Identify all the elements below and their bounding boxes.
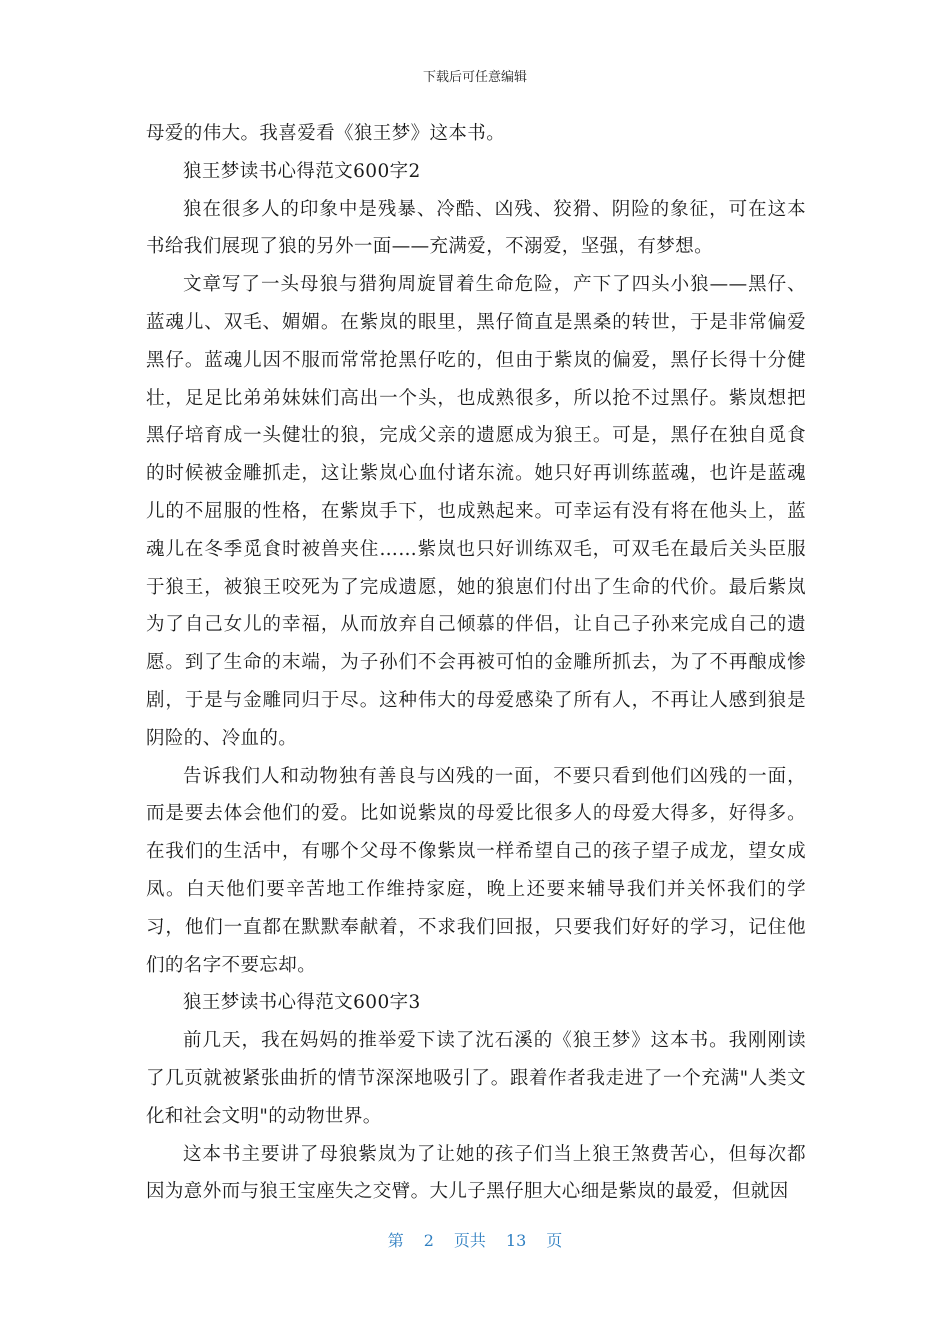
page-header-note: 下载后可任意编辑	[422, 70, 527, 85]
body-paragraph: 这本书主要讲了母狼紫岚为了让她的孩子们当上狼王煞费苦心，但每次都因为意外而与狼王宝座失之交臂。大儿子黑仔胆大心细是紫岚的最爱，但就因	[146, 1143, 806, 1203]
body-paragraph: 母爱的伟大。我喜爱看《狼王梦》这本书。	[146, 123, 506, 144]
body-paragraph: 告诉我们人和动物独有善良与凶残的一面，不要只看到他们凶残的一面，而是要去体会他们的爱。比如说紫岚的母爱比很多人的母爱大得多，好得多。在我们的生活中，有哪个父母不像紫岚一样希望自己的孩子望子成龙，望女成凤。白天他们要辛苦地工作维持家庭，晚上还要来辅导我们并关怀我们的学习，他们一直都在默默奉献着，不求我们回报，只要我们好好的学习，记住他们的名字不要忘却。	[146, 765, 806, 976]
total-pages-number: 13	[505, 1231, 527, 1250]
page-label-suffix: 页	[546, 1231, 563, 1250]
body-paragraph: 文章写了一头母狼与猎狗周旋冒着生命危险，产下了四头小狼——黑仔、蓝魂儿、双毛、媚媚。在紫岚的眼里，黑仔简直是黑桑的转世，于是非常偏爱黑仔。蓝魂儿因不服而常常抢黑仔吃的，但由于紫岚的偏爱，黑仔长得十分健壮，足足比弟弟妹妹们高出一个头，也成熟很多，所以抢不过黑仔。紫岚想把黑仔培育成一头健壮的狼，完成父亲的遗愿成为狼王。可是，黑仔在独自觅食的时候被金雕抓走，这让紫岚心血付诸东流。她只好再训练蓝魂，也许是蓝魂儿的不屈服的性格，在紫岚手下，也成熟起来。可幸运有没有将在他头上，蓝魂儿在冬季觅食时被兽夹住……紫岚也只好训练双毛，可双毛在最后关头臣服于狼王，被狼王咬死为了完成遗愿，她的狼崽们付出了生命的代价。最后紫岚为了自己女儿的幸福，从而放弃自己倾慕的伴侣，让自己子孙来完成自己的遗愿。到了生命的末端，为子孙们不会再被可怕的金雕所抓去，为了不再酿成惨剧，于是与金雕同归于尽。这种伟大的母爱感染了所有人，不再让人感到狼是阴险的、冷血的。	[146, 274, 806, 749]
page-footer	[0, 1228, 950, 1251]
body-paragraph: 前几天，我在妈妈的推举爱下读了沈石溪的《狼王梦》这本书。我刚刚读了几页就被紧张曲折的情节深深地吸引了。跟着作者我走进了一个充满"人类文化和社会文明"的动物世界。	[146, 1030, 806, 1127]
section-heading: 狼王梦读书心得范文600字2	[183, 160, 421, 182]
document-body	[146, 115, 806, 1211]
body-paragraph: 狼在很多人的印象中是残暴、冷酷、凶残、狡猾、阴险的象征，可在这本书给我们展现了狼的另外一面——充满爱，不溺爱，坚强，有梦想。	[146, 198, 806, 258]
current-page-number: 2	[423, 1231, 434, 1250]
page-label-mid: 页共	[453, 1231, 486, 1250]
section-heading: 狼王梦读书心得范文600字3	[183, 992, 421, 1014]
page-label-prefix: 第	[387, 1231, 404, 1250]
